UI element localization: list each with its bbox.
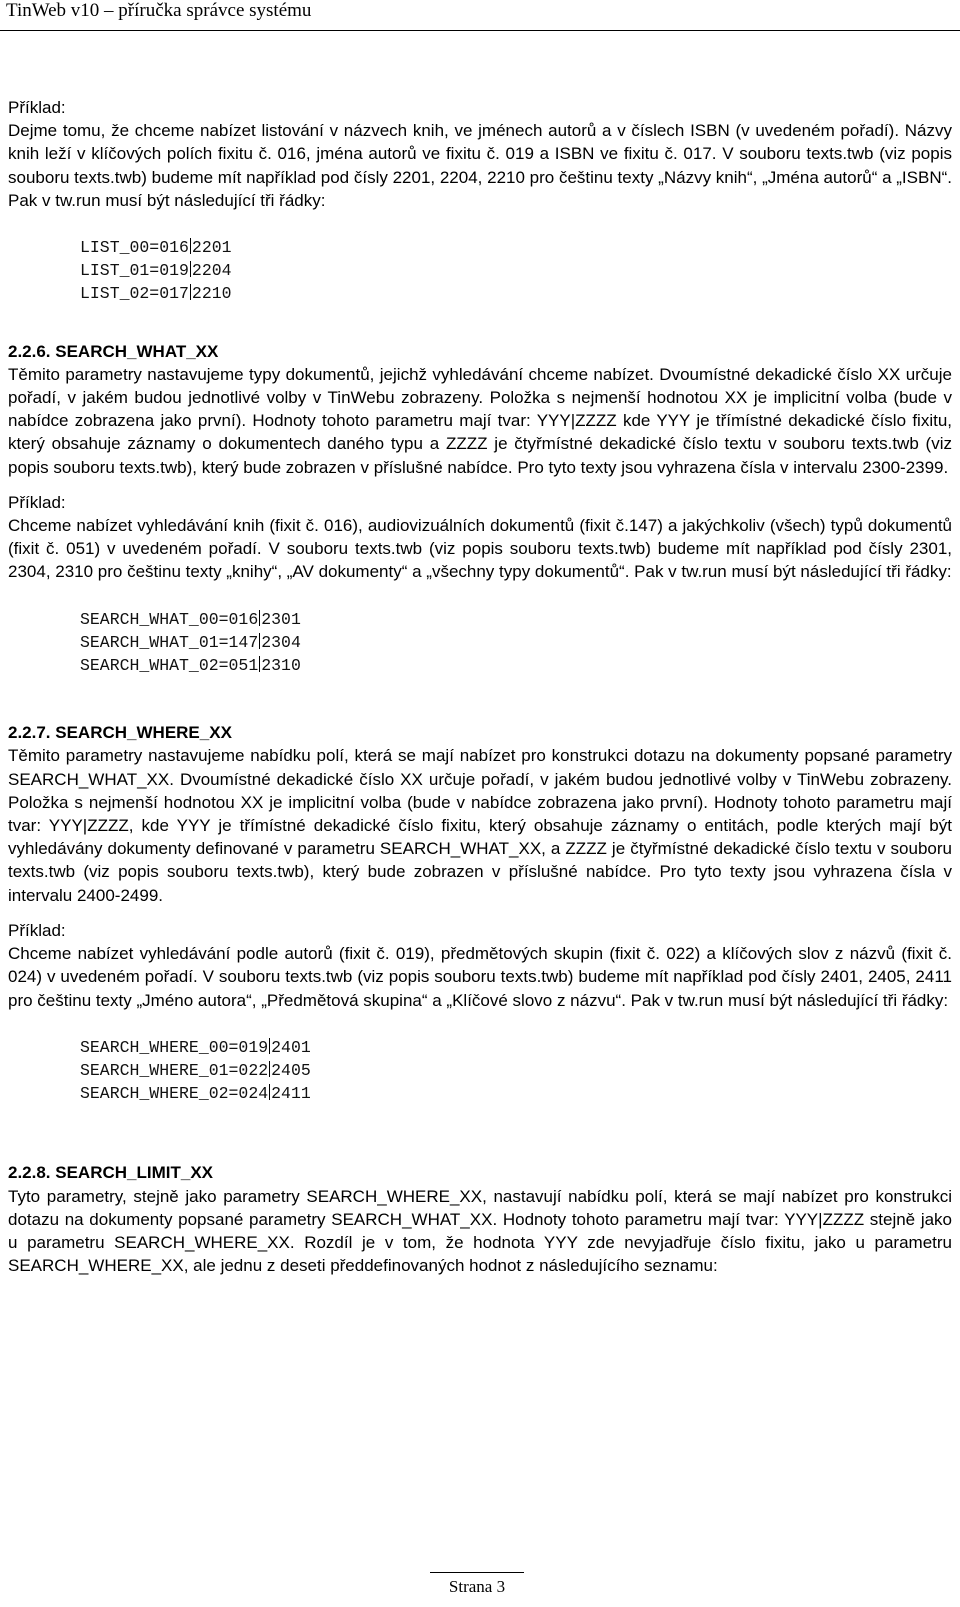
code-block — [80, 608, 952, 678]
section-heading: 2.2.8. SEARCH_LIMIT_XX — [8, 1163, 214, 1183]
code-block — [80, 1036, 952, 1106]
code-line: SEARCH_WHAT_00=016 2301 — [80, 609, 301, 629]
page-footer — [430, 1572, 524, 1606]
code-line: SEARCH_WHERE_00=019 2401 — [80, 1037, 311, 1057]
paragraph: Chceme nabízet vyhledávání knih (fixit č. 016), audiovizuálních dokumentů (fixit č.147) a jakýchkoliv (všech) typů dokumentů (fixit č. 051) v uvedeném pořadí. V souboru texts.twb (viz popis souboru texts.twb) budeme mít například pod čísly 2301, 2304, 2310 pro češtinu texty „knihy“, „AV dokumenty“ a „všechny typy dokumentů“. Pak v tw.run musí být následující tři řádky: — [8, 516, 952, 582]
code-block — [80, 236, 952, 306]
paragraph: Těmito parametry nastavujeme typy dokumentů, jejichž vyhledávání chceme nabízet. Dvoumístné dekadické číslo XX určuje pořadí, v jakém budou jednotlivé volby v TinWebu zobrazeny. Položka s nejmenší hodnotou XX je implicitní volba (bude v nabídce zobrazena jako první). Hodnoty tohoto parametru mají tvar: YYY|ZZZZ kde YYY je třímístné dekadické číslo fixitu, který obsahuje záznamy o dokumentech daného typu a ZZZZ je čtyřmístné dekadické číslo textu v souboru texts.twb (viz popis souboru texts.twb), který bude zobrazen v příslušné nabídce. Pro tyto texty jsou vyhrazena čísla v intervalu 2300-2399. — [8, 364, 952, 477]
paragraph: Chceme nabízet vyhledávání podle autorů (fixit č. 019), předmětových skupin (fixit č. 022) a klíčových slov z názvů (fixit č. 024) v uvedeném pořadí. V souboru texts.twb (viz popis souboru texts.twb) budeme mít například pod čísly 2401, 2405, 2411 pro češtinu texty „Jméno autora“, „Předmětová skupina“ a „Klíčové slovo z názvu“. Pak v tw.run musí být následující tři řádky: — [8, 944, 952, 1010]
code-line: SEARCH_WHAT_02=051 2310 — [80, 656, 301, 676]
page-number: Strana 3 — [448, 1577, 506, 1596]
code-line: SEARCH_WHERE_01=022 2405 — [80, 1060, 311, 1080]
code-line: SEARCH_WHAT_01=147 2304 — [80, 632, 301, 652]
section-heading: 2.2.6. SEARCH_WHAT_XX — [8, 341, 219, 361]
document-body — [8, 96, 952, 1277]
code-line: LIST_00=016 2201 — [80, 238, 232, 258]
page-header — [0, 0, 960, 31]
code-line: SEARCH_WHERE_02=024 2411 — [80, 1084, 311, 1104]
code-line: LIST_01=019 2204 — [80, 261, 232, 281]
example-label: Příklad: — [8, 98, 66, 117]
section-heading: 2.2.7. SEARCH_WHERE_XX — [8, 723, 232, 743]
example-label: Příklad: — [8, 920, 66, 940]
code-line: LIST_02=017 2210 — [80, 284, 232, 304]
paragraph: Těmito parametry nastavujeme nabídku polí, která se mají nabízet pro konstrukci dotazu na dokumenty popsané parametry SEARCH_WHAT_XX. Dvoumístné dekadické číslo XX určuje pořadí, v jakém budou jednotlivé volby v TinWebu zobrazeny. Položka s nejmenší hodnotou XX je implicitní volba (bude v nabídce zobrazena jako první). Hodnoty tohoto parametru mají tvar: YYY|ZZZZ, kde YYY je třímístné dekadické číslo fixitu, který obsahuje záznamy o entitách, podle kterých mají být vyhledávány dokumenty definované v parametru SEARCH_WHAT_XX, a ZZZZ je čtyřmístné dekadické číslo textu v souboru texts.twb (viz popis souboru texts.twb), který bude zobrazen v příslušné nabídce. Pro tyto texty jsou vyhrazena čísla v intervalu 2400-2499. — [8, 746, 952, 905]
header-title: TinWeb v10 – příručka správce systému — [6, 0, 312, 21]
paragraph: Tyto parametry, stejně jako parametry SEARCH_WHERE_XX, nastavují nabídku polí, která se mají nabízet pro konstrukci dotazu na dokumenty popsané parametry SEARCH_WHAT_XX. Hodnoty tohoto parametru mají tvar: YYY|ZZZZ stejně jako u parametru SEARCH_WHERE_XX. Rozdíl je v tom, že hodnota YYY zde nevyjadřuje číslo fixitu, jako u parametru SEARCH_WHERE_XX, ale jednu z deseti předdefinovaných hodnot z následujícího seznamu: — [8, 1186, 952, 1276]
example-label: Příklad: — [8, 492, 66, 512]
paragraph: Dejme tomu, že chceme nabízet listování v názvech knih, ve jménech autorů a v číslech ISBN (v uvedeném pořadí). Názvy knih leží v klíčových polích fixitu č. 016, jména autorů ve fixitu č. 019 a ISBN ve fixitu č. 017. V souboru texts.twb (viz popis souboru texts.twb) budeme mít například pod čísly 2201, 2204, 2210 pro češtinu texty „Názvy knih“, „Jména autorů“ a „ISBN“. Pak v tw.run musí být následující tři řádky: — [8, 121, 952, 210]
